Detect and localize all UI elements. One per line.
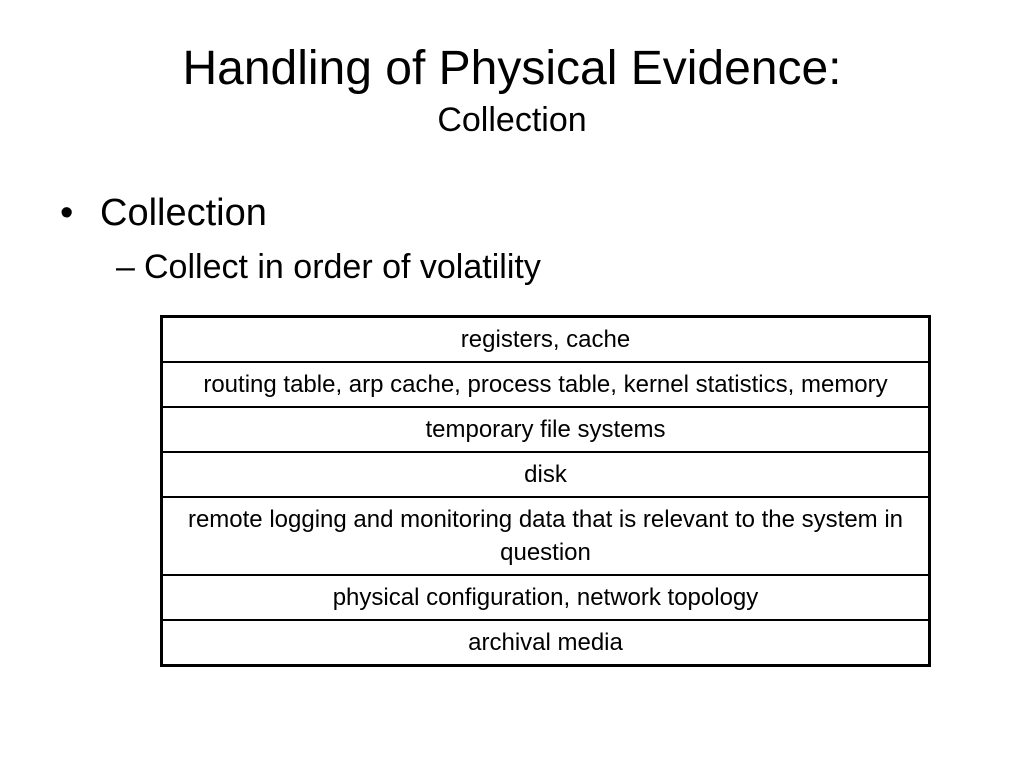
table-row xyxy=(162,452,930,497)
table-row xyxy=(162,317,930,363)
table-cell: disk xyxy=(162,452,930,497)
bullet-item xyxy=(60,186,960,240)
table-cell: physical configuration, network topology xyxy=(162,575,930,620)
table-row xyxy=(162,575,930,620)
table-cell: archival media xyxy=(162,620,930,666)
slide-title-block xyxy=(0,38,1024,140)
table-row xyxy=(162,362,930,407)
bullet-list xyxy=(60,186,960,294)
bullet-text: Collection xyxy=(100,192,267,234)
table-row xyxy=(162,407,930,452)
volatility-table xyxy=(160,315,931,667)
slide-title: Handling of Physical Evidence: xyxy=(182,42,842,95)
bullet-marker: • xyxy=(60,192,74,234)
table-row xyxy=(162,620,930,666)
sub-bullet-marker: – xyxy=(116,248,135,286)
table-cell: routing table, arp cache, process table, kernel statistics, memory xyxy=(162,362,930,407)
table-cell: registers, cache xyxy=(162,317,930,363)
sub-bullet-item xyxy=(116,240,960,294)
slide-subtitle: Collection xyxy=(437,101,587,139)
table-cell: temporary file systems xyxy=(162,407,930,452)
sub-bullet-text: Collect in order of volatility xyxy=(144,248,541,286)
table-row xyxy=(162,497,930,575)
table-cell: remote logging and monitoring data that is relevant to the system in question xyxy=(162,497,930,575)
